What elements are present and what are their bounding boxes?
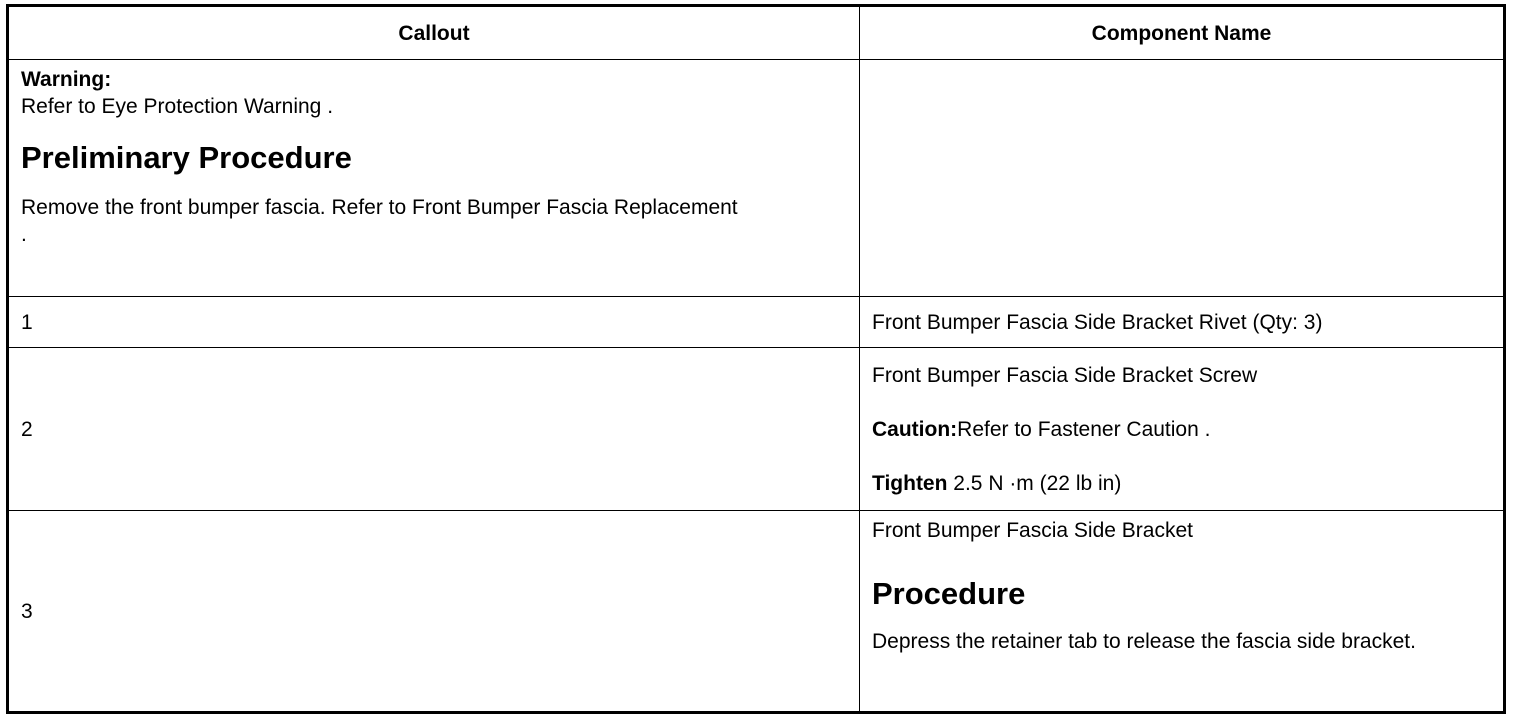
tighten-value: 2.5 N ·m (22 lb in)	[947, 471, 1122, 495]
table-row-intro	[8, 60, 1505, 297]
component-name-cell	[860, 511, 1505, 713]
table-row	[8, 348, 1505, 511]
preliminary-procedure-text: Remove the front bumper fascia. Refer to Front Bumper Fascia Replacement .	[21, 196, 738, 246]
preliminary-procedure-heading: Preliminary Procedure	[21, 140, 352, 175]
table-row	[8, 511, 1505, 713]
caution-label: Caution:	[872, 417, 958, 441]
component-name-cell: Front Bumper Fascia Side Bracket Rivet (Qty: 3)	[860, 297, 1505, 348]
procedure-text: Depress the retainer tab to release the fascia side bracket.	[872, 630, 1416, 654]
caution-text: Refer to Fastener Caution .	[957, 417, 1211, 441]
header-callout: Callout	[8, 6, 860, 60]
callout-table	[6, 4, 1506, 714]
table-row	[8, 297, 1505, 348]
header-component-name: Component Name	[860, 6, 1505, 60]
tighten-line	[872, 470, 1491, 497]
table-header-row	[8, 6, 1505, 60]
callout-cell: 2	[8, 348, 860, 511]
component-name-cell	[860, 348, 1505, 511]
warning-label: Warning:	[21, 68, 112, 91]
callout-cell: 3	[8, 511, 860, 713]
component-name: Front Bumper Fascia Side Bracket Screw	[872, 363, 1258, 387]
caution-line	[872, 416, 1491, 443]
intro-cell	[8, 60, 860, 297]
callout-cell: 1	[8, 297, 860, 348]
procedure-heading: Procedure	[872, 576, 1026, 612]
tighten-label: Tighten	[872, 471, 948, 495]
intro-empty-cell	[860, 60, 1505, 297]
component-name: Front Bumper Fascia Side Bracket	[872, 519, 1193, 543]
warning-text: Refer to Eye Protection Warning .	[21, 95, 334, 118]
